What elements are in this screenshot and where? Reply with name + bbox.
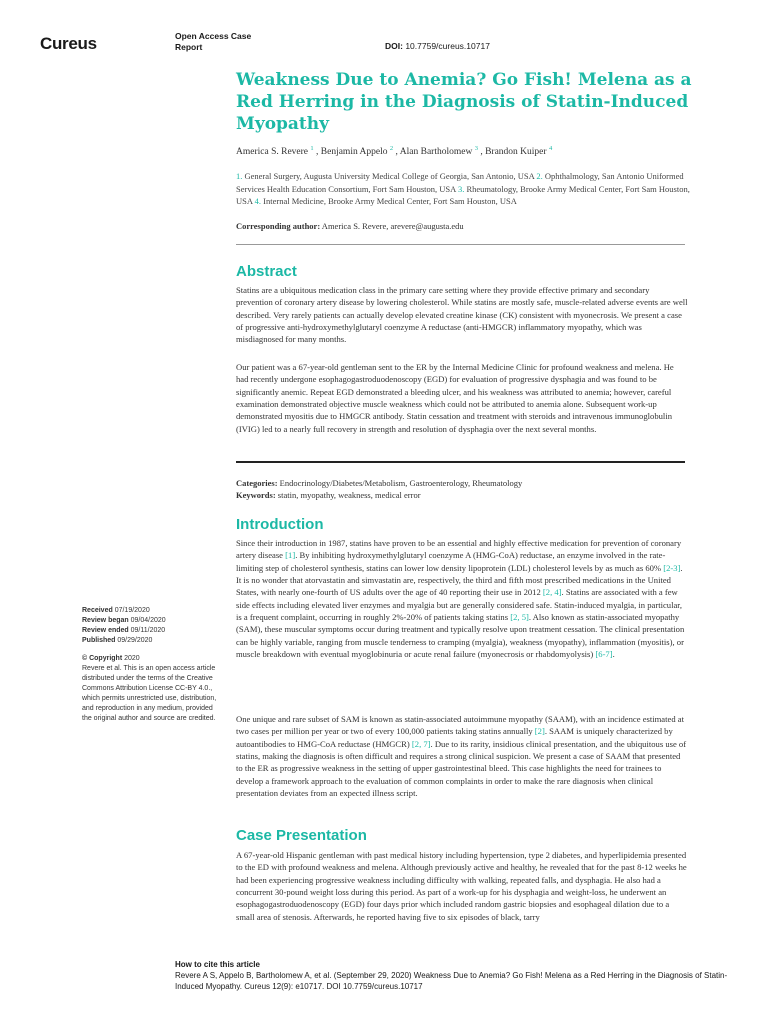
affiliation-number: 3.: [457, 183, 465, 194]
published-label: Published: [82, 637, 116, 644]
article-title: Weakness Due to Anemia? Go Fish! Melena as a Red Herring in the Diagnosis of Statin-Induced Myopathy: [236, 70, 692, 134]
author-affiliation-number[interactable]: 2: [389, 145, 394, 152]
citation-link[interactable]: [2]: [534, 726, 545, 737]
case-presentation-heading: Case Presentation: [236, 827, 367, 844]
article-meta: [236, 477, 522, 501]
author-name: Benjamin Appelo: [320, 147, 388, 158]
abstract-paragraph-1: Statins are a ubiquitous medication class in the primary care setting where they provide effective primary and secondary prevention of coronary artery disease by lowering cholesterol. While statins are mostly safe, muscle-related adverse events are well described. Very rarely patients can actually develop elevated creatine kinase (CK) consistent with myonecrosis. We present a case of progressive anti-hydroxymethylglutaryl coenzyme A reductase (anti-HMGCR) inflammatory myopathy, which was misdiagnosed for many months.: [236, 285, 688, 345]
author-name: America S. Revere: [236, 147, 309, 158]
keywords-line: [236, 489, 522, 501]
case-paragraph-1: A 67-year-old Hispanic gentleman with past medical history including hypertension, type 2 diabetes, and hyperlipidemia presented to the ED with profound weakness and melena. Although previously active and healthy, he revealed that for the past 8-12 weeks he had been experiencing progressive weakness including difficulty with walking, repeated falls, and dysphagia. He also had a concurrent 30-pound weight loss during this period. As part of a work-up for his dysphagia and weight-loss, he underwent an esophagogastroduodenoscopy (EGD) four days prior which included random gastric biopsies and esophageal dilation due to a small area of stenosis. Afterwards, he reported having five to six episodes of black, tarry: [236, 850, 687, 922]
corresponding-author: [236, 221, 464, 231]
cite-text: Revere A S, Appelo B, Bartholomew A, et al. (September 29, 2020) Weakness Due to Anemia? Go Fish! Melena as a Red Herring in the Diagnosis of Statin-Induced Myopathy. Cureus 12(9): e10717. DOI 10.7759/cureus.10717: [175, 971, 728, 991]
affiliation-number: 4.: [254, 196, 262, 206]
categories-value: Endocrinology/Diabetes/Metabolism, Gastroenterology, Rheumatology: [277, 478, 523, 488]
corresponding-label: Corresponding author:: [236, 221, 321, 231]
citation-link[interactable]: [2, 5]: [510, 612, 529, 623]
author-affiliation-number[interactable]: 1: [310, 145, 314, 152]
introduction-paragraph-2: [236, 713, 688, 799]
copyright-label: © Copyright: [82, 655, 123, 662]
divider-top: [236, 244, 685, 245]
affiliation-text: Ophthalmology, San Antonio Uniformed Services Health Education Consortium, Fort Sam Houston, USA: [236, 171, 684, 194]
paragraph-text: . Also known as statin-associated myopathy (SAM), these muscular symptoms occur during treatment and typically resolve upon treatment cessation. The clinical presentation can be highly variable, ranging from muscle tenderness to cramping (myalgia), weakness (myopathy), inflammation (myositis), or muscle breakdown with eventual myoglobinuria or acute renal failure (myonecrosis or rhabdomyolysis): [236, 612, 685, 660]
categories-label: Categories:: [236, 478, 278, 488]
doi-value[interactable]: 10.7759/cureus.10717: [405, 41, 490, 51]
dates-sidebar: [82, 606, 222, 646]
citation-link[interactable]: [2, 4]: [542, 587, 562, 598]
published-date: [82, 636, 222, 646]
affiliation-number: 1.: [236, 171, 243, 181]
article-type-line2: Report: [175, 41, 203, 52]
affiliations: [236, 170, 691, 208]
cite-heading: How to cite this article: [175, 960, 260, 969]
cureus-logo: Cureus: [40, 34, 97, 53]
abstract-heading: Abstract: [236, 263, 297, 280]
keywords-label: Keywords:: [236, 490, 276, 500]
review-ended-value: 09/11/2020: [128, 627, 166, 634]
received-value: 07/19/2020: [112, 607, 150, 614]
copyright-block: [82, 654, 222, 724]
review-ended-label: Review ended: [82, 627, 129, 634]
citation-link[interactable]: [2, 7]: [411, 738, 431, 749]
author-name: Brandon Kuiper: [485, 147, 547, 158]
affiliation-number: 2.: [536, 171, 543, 181]
abstract-paragraph-2: Our patient was a 67-year-old gentleman sent to the ER by the Internal Medicine Clinic for profound weakness and melena. He had recently undergone esophagogastroduodenoscopy (EGD) for evaluation of progressive dysphagia and was found to be significantly anemic. Repeat EGD demonstrated a bleeding ulcer, and his weakness was attributed to anemia; however, careful examination demonstrated objective muscle weakness which could not be attributed to anemia alone. Subsequent work-up demonstrated myositis due to HMGCR antibody. Statin cessation and treatment with steroids and intravenous immunoglobulin (IVIG) led to a nearly full recovery in strength and resolution of dysphagia over the next several months.: [236, 362, 674, 434]
corresponding-value: America S. Revere, arevere@augusta.edu: [320, 221, 464, 231]
paragraph-text: . Due to its rarity, insidious clinical presentation, and the ubiquitous use of statins, making the diagnosis is often difficult and requires a strong clinical suspicion. We present a case of SAAM that presented to the ER as progressive weakness in the setting of upper gastrointestinal bleed. This case highlights the need for trainees to develop a framework approach to the evaluation of common complaints in order to make the rare diagnosis when clinical presentation deviates from an expected illness script.: [236, 738, 687, 799]
affiliation-text: Internal Medicine, Brooke Army Medical Center, Fort Sam Houston, USA: [261, 196, 517, 206]
copyright-line: [82, 654, 222, 664]
article-type-line1: Open Access Case: [175, 31, 252, 41]
review-ended-date: [82, 626, 222, 636]
author-affiliation-number[interactable]: 3: [474, 145, 478, 152]
introduction-heading: Introduction: [236, 516, 324, 533]
author-list: America S. Revere $^1$ , Benjamin Appelo $^2$ , Alan Bartholomew $^3$ , Brandon Kuiper $^4$: [236, 145, 553, 158]
article-type-label: [175, 31, 275, 52]
copyright-year: 2020: [122, 655, 140, 662]
paragraph-text: . It is no wonder that atorvastatin and simvastatin are, respectively, the third and fifth most prescribed medications in the United States, with nearly one-fourth of US adults over the age of 40 reporting their use in 2012: [236, 562, 683, 598]
keywords-value: statin, myopathy, weakness, medical error: [275, 490, 421, 500]
affiliation-text: Rheumatology, Brooke Army Medical Center, Fort Sam Houston, USA: [236, 183, 690, 206]
paragraph-text: .: [612, 649, 615, 660]
review-began-value: 09/04/2020: [128, 617, 166, 624]
received-date: [82, 606, 222, 616]
paragraph-text: . By inhibiting hydroxymethylglutaryl coenzyme A (HMG-CoA) reductase, an enzyme involved in the rate-limiting step of cholesterol synthesis, statins can lower low density lipoprotein (LDL) cholesterol levels by as much as 60%: [236, 550, 666, 573]
review-began-label: Review began: [82, 617, 129, 624]
doi-label: DOI:: [385, 41, 403, 51]
paragraph-text: . Statins are associated with a few side effects including elevated liver enzymes and myalgia but are generally considered safe. Statin-induced myalgia, in particular, is a frequent complaint, occurring in roughly 2%-20% of patients taking statins: [236, 587, 682, 623]
citation-link[interactable]: [6-7]: [595, 649, 613, 660]
paragraph-text: One unique and rare subset of SAM is known as statin-associated autoimmune myopathy (SAAM), with an incidence estimated at two cases per million per year or two of every 100,000 patients taking statins annually: [236, 714, 684, 737]
citation-link[interactable]: [1]: [285, 550, 296, 561]
paragraph-text: . SAAM is uniquely characterized by autoantibodies to HMG-CoA reductase (HMGCR): [236, 726, 673, 749]
author-name: Alan Bartholomew: [399, 147, 473, 158]
divider-abstract: [236, 461, 685, 463]
introduction-paragraph-1: [236, 537, 688, 660]
citation-link[interactable]: [2-3]: [663, 562, 681, 573]
paragraph-text: Since their introduction in 1987, statins have proven to be an essential and highly effective medication for prevention of coronary artery disease: [236, 538, 682, 561]
affiliation-text: General Surgery, Augusta University Medical College of Georgia, San Antonio, USA: [242, 171, 537, 181]
author-affiliation-number[interactable]: 4: [548, 145, 553, 152]
received-label: Received: [82, 607, 113, 614]
doi: [385, 41, 490, 51]
license-text: Revere et al. This is an open access article distributed under the terms of the Creative Commons Attribution License CC-BY 4.0., which permits unrestricted use, distribution, and reproduction in any medium, provided the original author and source are credited.: [82, 665, 217, 722]
categories-line: [236, 477, 522, 489]
review-began-date: [82, 616, 222, 626]
published-value: 09/29/2020: [115, 637, 153, 644]
